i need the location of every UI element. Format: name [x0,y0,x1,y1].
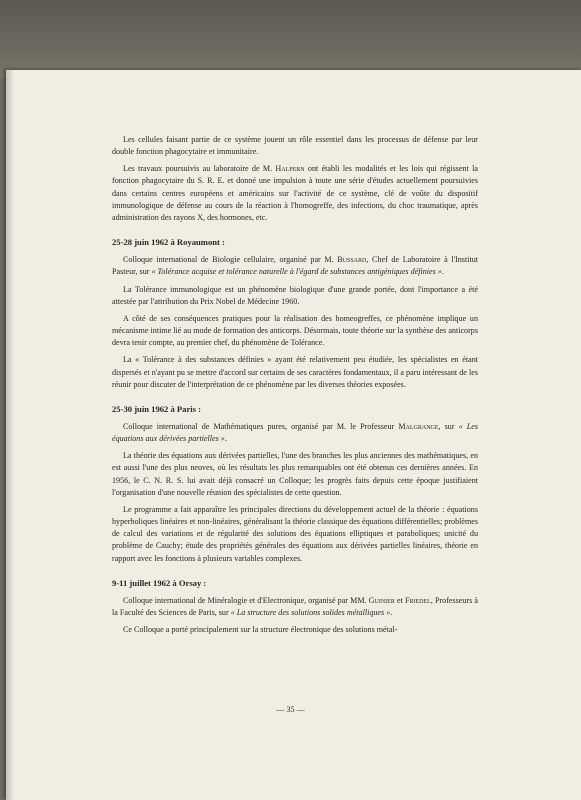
person-name: Friedel [404,595,431,605]
colloquium-title: « Tolérance acquise et tolérance naturelle à l'égard de substances antigéniques définies » [151,267,442,277]
section-heading: 9-11 juillet 1962 à Orsay : [112,577,207,588]
paragraph-text: La théorie des équations aux dérivées partielles, l'une des branches les plus anciennes des mathématiques, en est aussi l'une des plus neuves, où les résultats les plus remarquables ont été obtenus ces dernières années. En 1956, le C. N. R. S. lui avait déjà consacré un Colloque; les progrès faits depuis cette époque justifiaient l'organisation d'une nouvelle réunion des spécialistes de cette question. [112,451,478,497]
person-name: Malgrange [398,421,439,431]
paragraph-text: , sur [438,421,459,431]
paragraph [112,595,478,619]
paragraph-text: Les travaux poursuivis au laboratoire de M. [123,164,276,174]
paragraph-text: A côté de ses conséquences pratiques pour la réalisation des homeogreffes, ce phénomène implique un mécanisme intime lié au mode de formation des anticorps. Désormais, toute théorie sur la synthèse des anticorps devra tenir compte, au premier chef, du phénomène de Tolérance. [112,313,478,348]
person-name: Guinier [368,595,395,605]
paragraph-text: La « Tolérance à des substances définies » ayant été relativement peu étudiée, les spécialistes en étant dispersés et n'ayant pu se mettre d'accord sur certains de ses caractères fondamentaux, il a paru intéressant de les réunir pour discuter de l'interprétation de ce phénomène par les diverses théories exposées. [112,355,478,389]
paragraph [112,163,478,224]
paragraph-text: Ce Colloque a porté principalement sur la structure électronique des solutions métal- [123,625,398,635]
paragraph-text: Colloque international de Minéralogie et d'Electronique, organisé par MM. [123,595,369,605]
paragraph [112,284,478,308]
paragraph-text: Colloque international de Mathématiques pures, organisé par M. le Professeur [123,421,399,431]
paragraph [112,624,478,636]
section-heading: 25-30 juin 1962 à Paris : [112,403,202,414]
person-name: Halpern [275,164,305,174]
paragraph [112,450,478,499]
paragraph-text: . [390,608,393,617]
person-name: Bussard [337,255,367,265]
page-edge-shadow [6,70,14,800]
paragraph-text: , Professeurs à la Faculté des Sciences de Paris, sur [112,595,478,617]
colloquium-title: « La structure des solutions solides métalliques » [230,608,391,617]
paragraph-text: . [441,267,444,277]
paragraph [112,313,478,349]
paragraph [112,421,478,445]
paragraph-text: , Chef de Laboratoire à l'Institut Pasteur, sur [112,255,478,277]
paragraph-text: Colloque international de Biologie cellulaire, organisé par M. [123,255,338,265]
paragraph [112,504,478,565]
scanner-background [0,0,581,78]
section-heading: 25-28 juin 1962 à Royaumont : [112,237,225,248]
paragraph-text: ont établi les modalités et les lois qui régissent la fonction phagocytaire du S. R. E. et donné une impulsion à toute une série d'études actuellement poursuivies dans certains centres européens et américains sur l'activité de ce système, clé de voûte du dispositif immunologique de défense au cours de la réaction à l'homogreffe, des infections, du choc traumatique, après administration des rayons X, des hormones, etc. [112,164,478,222]
paragraph-text: Le programme a fait apparaître les principales directions du développement actuel de la théorie : équations hyperboliques linéaires et non-linéaires, généralisant la théorie classique des équations différentielles; problèmes de calcul des variations et de régularité des solutions des équations elliptiques et paraboliques; unicité du problème de Cauchy; étude des propriétés générales des équations aux dérivées partielles linéaires, théorie en rapport avec les fonctions à plusieurs variables complexes. [112,504,478,563]
page-number: — 35 — [276,705,305,714]
paragraph-text: Les cellules faisant partie de ce système jouent un rôle essentiel dans les processus de défense par leur double fonction phagocytaire et immunitaire. [112,135,478,157]
colloquium-title: « Les équations aux dérivées partielles » [112,421,478,444]
paragraph [112,354,478,390]
paragraph [112,134,478,158]
paragraph-text: et [394,595,405,605]
paragraph [112,254,478,278]
paragraph-text: La Tolérance immunologique est un phénomène biologique d'une grande portée, dont l'importance a été attestée par l'attribution du Prix Nobel de Médecine 1960. [112,284,478,306]
paragraph-text: . [224,434,227,444]
page-body [112,134,478,641]
